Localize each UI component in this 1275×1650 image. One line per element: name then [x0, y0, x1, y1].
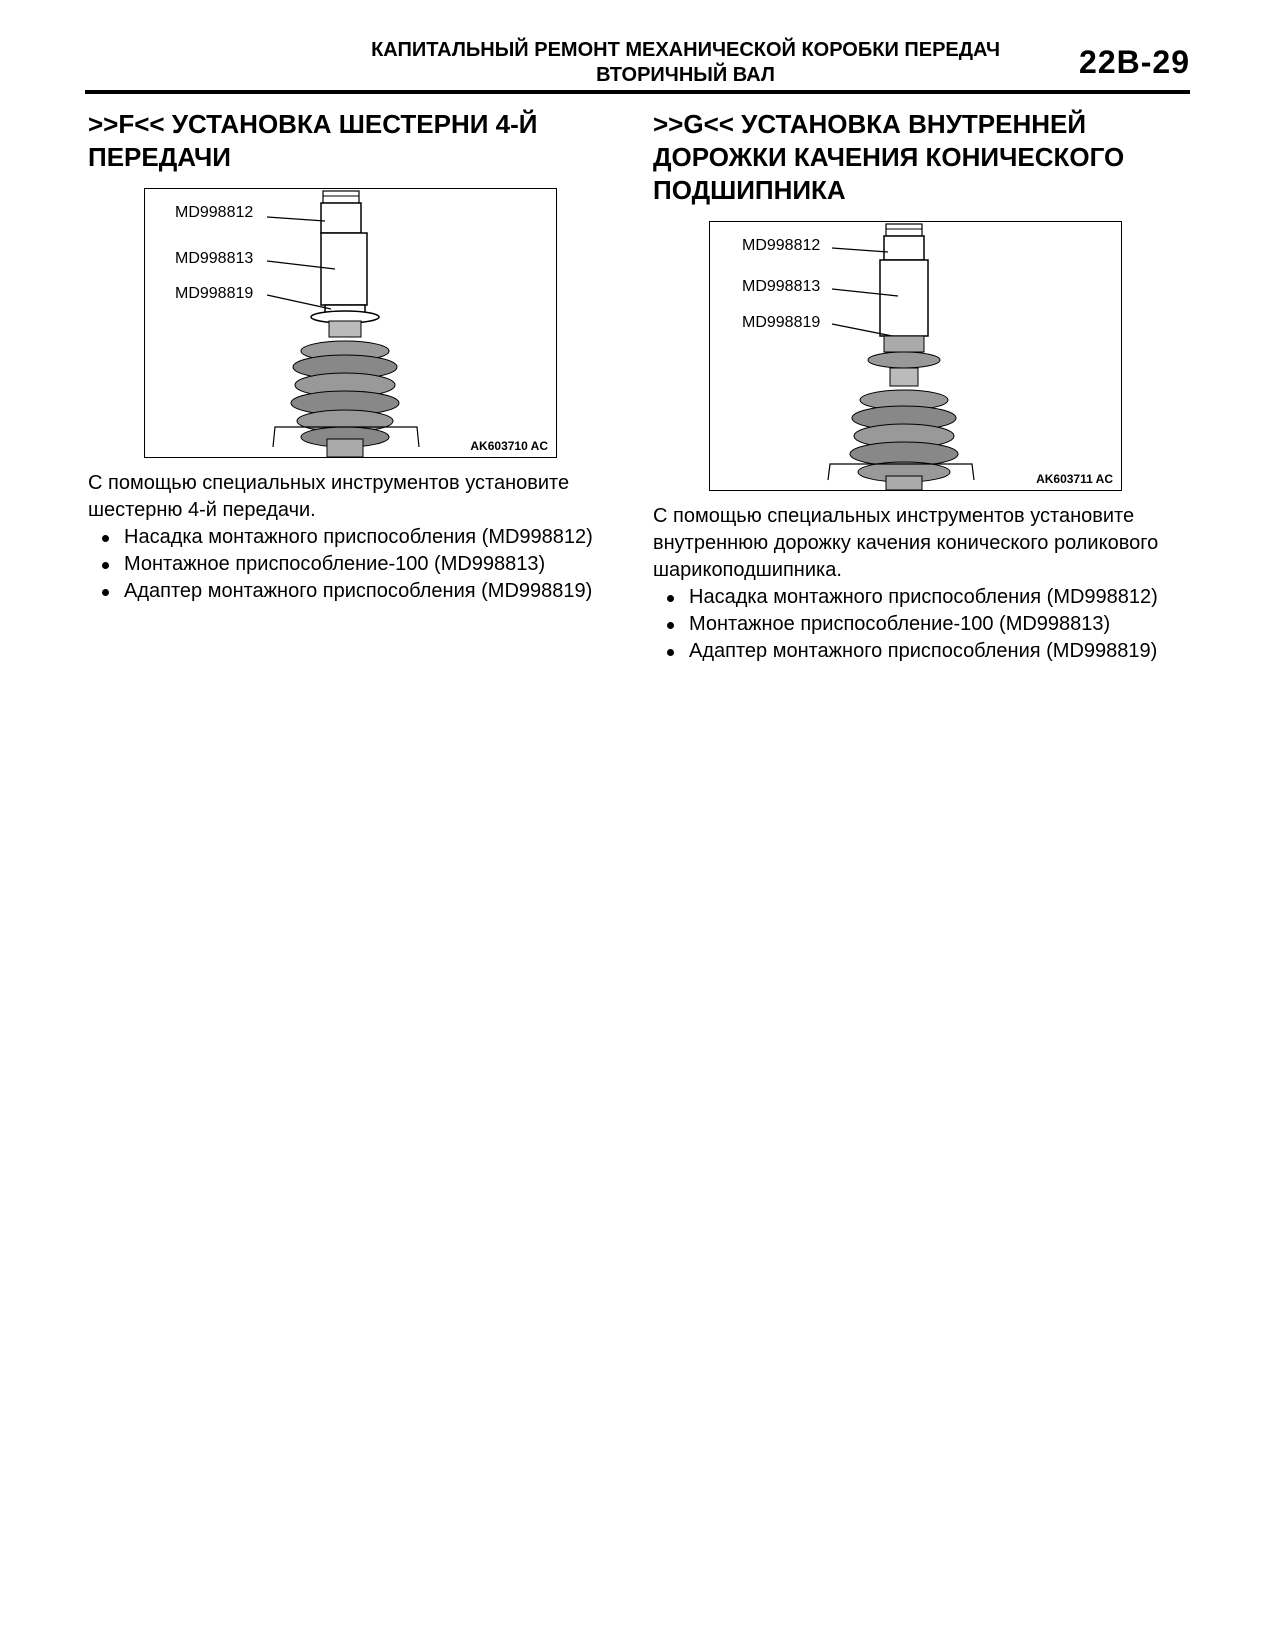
callout-md998813: MD998813: [175, 250, 254, 267]
section-g-text: С помощью специальных инструментов установите внутреннюю дорожку качения конического роликового шарикоподшипника.: [653, 505, 1159, 581]
list-item: Насадка монтажного приспособления (MD998812): [88, 524, 598, 551]
section-g-title: >>G<< УСТАНОВКА ВНУТРЕННЕЙ ДОРОЖКИ КАЧЕНИЯ КОНИЧЕСКОГО ПОДШИПНИКА: [653, 109, 1125, 205]
figure-code: AK603711 AC: [1036, 472, 1113, 486]
section-f-title: >>F<< УСТАНОВКА ШЕСТЕРНИ 4-Й ПЕРЕДАЧИ: [88, 109, 538, 172]
page-number: 22B-29: [1079, 44, 1190, 80]
list-item: Монтажное приспособление-100 (MD998813): [653, 611, 1193, 638]
header-subtitle: ВТОРИЧНЫЙ ВАЛ: [596, 64, 775, 86]
callout-md998812: MD998812: [742, 237, 821, 254]
section-f-text: С помощью специальных инструментов установите шестерню 4-й передачи.: [88, 472, 570, 521]
figure-g: [709, 221, 1122, 491]
figure-f: [144, 188, 557, 458]
section-g: [653, 108, 1193, 665]
section-f: [88, 108, 598, 605]
callout-md998819: MD998819: [175, 285, 254, 302]
section-f-bullets: [88, 524, 598, 605]
figure-g-illustration: [710, 222, 1121, 490]
list-item: Насадка монтажного приспособления (MD998812): [653, 584, 1193, 611]
header-titles: [371, 38, 1000, 88]
list-item: Адаптер монтажного приспособления (MD998819): [88, 578, 598, 605]
page-header: [85, 38, 1190, 94]
callout-md998819: MD998819: [742, 314, 821, 331]
list-item: Монтажное приспособление-100 (MD998813): [88, 551, 598, 578]
section-g-bullets: [653, 584, 1193, 665]
callout-md998812: MD998812: [175, 204, 254, 221]
header-title: КАПИТАЛЬНЫЙ РЕМОНТ МЕХАНИЧЕСКОЙ КОРОБКИ ПЕРЕДАЧ: [371, 39, 1000, 61]
figure-code: AK603710 AC: [470, 439, 548, 453]
list-item: Адаптер монтажного приспособления (MD998819): [653, 638, 1193, 665]
callout-md998813: MD998813: [742, 278, 821, 295]
figure-f-illustration: [145, 189, 556, 457]
